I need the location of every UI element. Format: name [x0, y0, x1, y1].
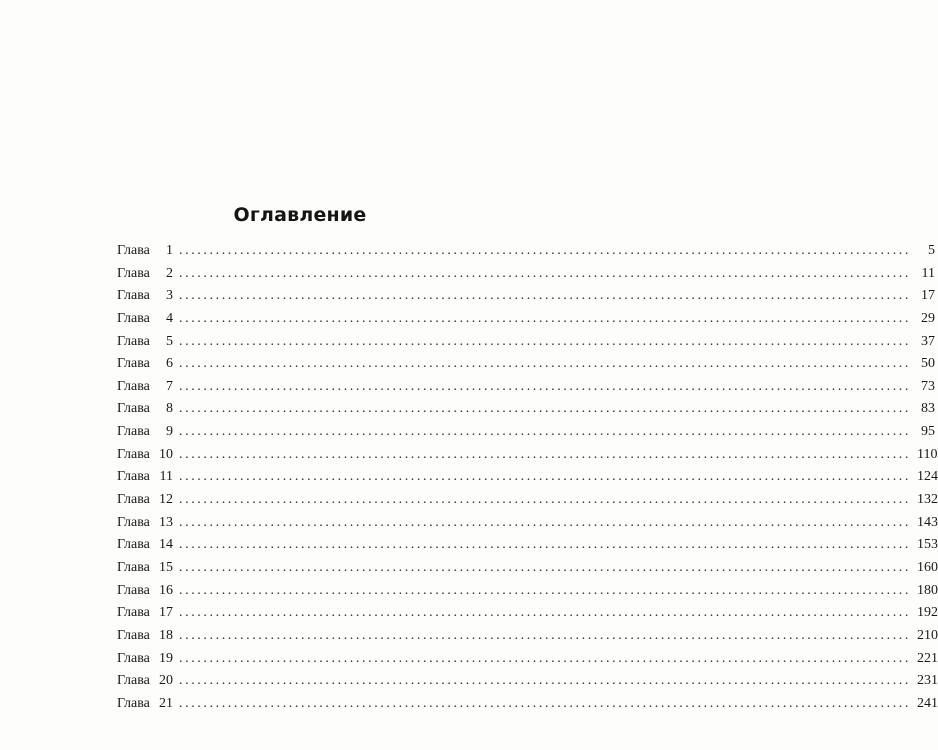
chapter-number: 11 [159, 469, 173, 485]
chapter-number: 21 [159, 695, 173, 711]
chapter-word: Глава [117, 288, 150, 304]
chapter-word: Глава [117, 424, 150, 440]
chapter-number: 5 [166, 333, 173, 349]
toc-entry [117, 466, 938, 489]
page-number: 160 [917, 559, 938, 575]
page-number: 83 [921, 401, 935, 417]
dot-leader: ........................................................................................................................ [179, 356, 911, 372]
page-number: 124 [917, 469, 938, 485]
chapter-number: 2 [166, 265, 173, 281]
page-number: 50 [921, 356, 935, 372]
toc-entry [117, 285, 935, 308]
dot-leader: ........................................................................................................................ [179, 605, 911, 621]
toc-entry [117, 512, 938, 535]
chapter-number: 10 [159, 446, 173, 462]
dot-leader: ........................................................................................................................ [179, 469, 911, 485]
chapter-word: Глава [117, 243, 150, 258]
chapter-number: 3 [166, 288, 173, 304]
toc-title: Оглавление [233, 204, 367, 226]
chapter-number: 12 [159, 492, 173, 508]
page-number: 37 [921, 333, 935, 349]
toc-entry [117, 421, 935, 444]
chapter-word: Глава [117, 356, 150, 372]
chapter-number: 18 [159, 627, 173, 643]
chapter-word: Глава [117, 310, 150, 326]
page-number: 180 [917, 582, 938, 598]
chapter-number: 1 [166, 243, 173, 258]
dot-leader: ........................................................................................................................ [179, 559, 911, 575]
dot-leader: ........................................................................................................................ [179, 424, 911, 440]
chapter-word: Глава [117, 492, 150, 508]
page-number: 110 [917, 446, 938, 462]
dot-leader: ........................................................................................................................ [179, 537, 911, 553]
toc-entry [117, 353, 935, 376]
chapter-number: 19 [159, 650, 173, 666]
toc-entry [117, 534, 938, 557]
toc-entry [117, 376, 935, 399]
toc-entry [117, 240, 935, 263]
toc-entry [117, 331, 935, 354]
toc-entry [117, 489, 938, 512]
chapter-number: 4 [166, 310, 173, 326]
toc-entry [117, 648, 938, 671]
dot-leader: ........................................................................................................................ [179, 243, 911, 258]
toc-list [117, 240, 938, 715]
chapter-number: 15 [159, 559, 173, 575]
page-number: 11 [921, 265, 935, 281]
toc-entry [117, 398, 935, 421]
dot-leader: ........................................................................................................................ [179, 514, 911, 530]
chapter-word: Глава [117, 378, 150, 394]
dot-leader: ........................................................................................................................ [179, 288, 911, 304]
chapter-word: Глава [117, 673, 150, 689]
chapter-number: 17 [159, 605, 173, 621]
page-number: 241 [917, 695, 938, 711]
page-number: 210 [917, 627, 938, 643]
page-number: 95 [921, 424, 935, 440]
page-number: 143 [917, 514, 938, 530]
page-number: 231 [917, 673, 938, 689]
chapter-word: Глава [117, 469, 150, 485]
chapter-number: 20 [159, 673, 173, 689]
toc-entry [117, 444, 938, 467]
toc-entry [117, 625, 938, 648]
dot-leader: ........................................................................................................................ [179, 446, 911, 462]
dot-leader: ........................................................................................................................ [179, 265, 911, 281]
chapter-number: 7 [166, 378, 173, 394]
dot-leader: ........................................................................................................................ [179, 333, 911, 349]
chapter-number: 16 [159, 582, 173, 598]
page-number: 5 [928, 243, 935, 258]
dot-leader: ........................................................................................................................ [179, 627, 911, 643]
page-number: 29 [921, 310, 935, 326]
chapter-word: Глава [117, 514, 150, 530]
chapter-word: Глава [117, 333, 150, 349]
page-number: 192 [917, 605, 938, 621]
dot-leader: ........................................................................................................................ [179, 310, 911, 326]
toc-entry [117, 670, 938, 693]
chapter-word: Глава [117, 695, 150, 711]
toc-entry [117, 580, 938, 603]
dot-leader: ........................................................................................................................ [179, 695, 911, 711]
chapter-word: Глава [117, 265, 150, 281]
dot-leader: ........................................................................................................................ [179, 582, 911, 598]
toc-entry [117, 557, 938, 580]
toc-entry [117, 602, 938, 625]
page-number: 17 [921, 288, 935, 304]
chapter-word: Глава [117, 627, 150, 643]
chapter-number: 8 [166, 401, 173, 417]
page-number: 221 [917, 650, 938, 666]
toc-entry [117, 308, 935, 331]
chapter-word: Глава [117, 446, 150, 462]
page-number: 73 [921, 378, 935, 394]
dot-leader: ........................................................................................................................ [179, 492, 911, 508]
chapter-word: Глава [117, 401, 150, 417]
chapter-word: Глава [117, 537, 150, 553]
chapter-number: 6 [166, 356, 173, 372]
page-number: 153 [917, 537, 938, 553]
chapter-word: Глава [117, 582, 150, 598]
dot-leader: ........................................................................................................................ [179, 673, 911, 689]
chapter-number: 13 [159, 514, 173, 530]
page-number: 132 [917, 492, 938, 508]
chapter-word: Глава [117, 559, 150, 575]
dot-leader: ........................................................................................................................ [179, 650, 911, 666]
dot-leader: ........................................................................................................................ [179, 378, 911, 394]
chapter-number: 14 [159, 537, 173, 553]
toc-entry [117, 263, 935, 286]
chapter-word: Глава [117, 605, 150, 621]
chapter-word: Глава [117, 650, 150, 666]
dot-leader: ........................................................................................................................ [179, 401, 911, 417]
chapter-number: 9 [166, 424, 173, 440]
toc-entry [117, 693, 938, 716]
